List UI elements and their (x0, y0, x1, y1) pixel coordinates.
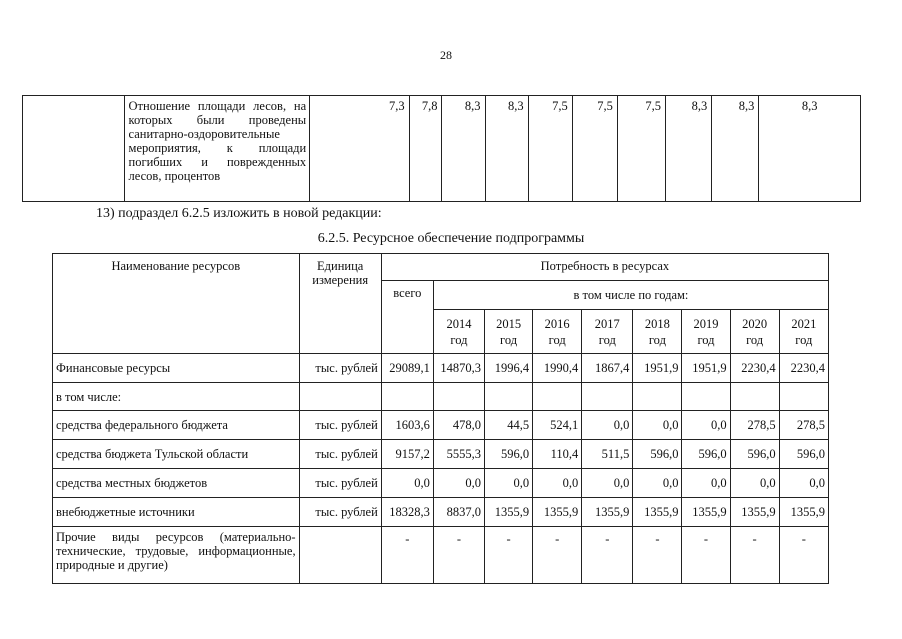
cell-value: 1990,4 (533, 354, 582, 383)
header-unit: Единица измерения (299, 254, 381, 354)
cell-value (730, 383, 779, 411)
header-row (53, 254, 829, 281)
cell-value: 1355,9 (633, 498, 682, 527)
indicator-row (23, 96, 861, 202)
header-name: Наименование ресурсов (53, 254, 300, 354)
cell-value: 0,0 (682, 411, 730, 440)
cell-value: 596,0 (633, 440, 682, 469)
indicator-value: 7,3 (310, 96, 409, 202)
indicator-value: 8,3 (485, 96, 528, 202)
indicator-value: 8,3 (759, 96, 861, 202)
page-number: 28 (440, 48, 452, 62)
table-row (53, 527, 829, 584)
row-unit: тыс. рублей (299, 440, 381, 469)
cell-value: - (682, 527, 730, 584)
resource-table (52, 253, 829, 584)
cell-total: 1603,6 (381, 411, 433, 440)
cell-value: 596,0 (779, 440, 828, 469)
cell-value: - (582, 527, 633, 584)
cell-value (533, 383, 582, 411)
cell-value: 1867,4 (582, 354, 633, 383)
table-row (53, 498, 829, 527)
header-total: всего (381, 281, 433, 354)
year-header: 2018 год (633, 310, 682, 354)
cell-value: 0,0 (633, 469, 682, 498)
row-name: внебюджетные источники (53, 498, 300, 527)
cell-value: 524,1 (533, 411, 582, 440)
cell-value: 596,0 (682, 440, 730, 469)
cell-value (582, 383, 633, 411)
row-unit: тыс. рублей (299, 498, 381, 527)
cell-value (485, 383, 533, 411)
row-unit (299, 383, 381, 411)
cell-value: 0,0 (433, 469, 484, 498)
cell-value: - (533, 527, 582, 584)
row-unit (299, 527, 381, 584)
cell-value: - (485, 527, 533, 584)
cell-value: 0,0 (633, 411, 682, 440)
header-by-year: в том числе по годам: (433, 281, 828, 310)
table-row (53, 440, 829, 469)
cell-value: 110,4 (533, 440, 582, 469)
cell-value (682, 383, 730, 411)
year-header: 2014 год (433, 310, 484, 354)
row-name: в том числе: (53, 383, 300, 411)
indicator-value: 8,3 (712, 96, 759, 202)
year-header: 2020 год (730, 310, 779, 354)
instruction-text: 13) подраздел 6.2.5 изложить в новой редакции: (96, 206, 382, 221)
cell-value: 1951,9 (633, 354, 682, 383)
cell-value: 1951,9 (682, 354, 730, 383)
year-header: 2015 год (485, 310, 533, 354)
table-row (53, 354, 829, 383)
row-unit: тыс. рублей (299, 354, 381, 383)
indicator-table-fragment (22, 95, 861, 202)
cell-value: 278,5 (779, 411, 828, 440)
indicator-name: Отношение площади лесов, на которых были проведены санитарно-оздоровительные мероприятия, к площади погибших и поврежденных лесов, процентов (124, 96, 310, 202)
section-title: 6.2.5. Ресурсное обеспечение подпрограммы (317, 231, 585, 246)
indicator-value: 7,8 (409, 96, 442, 202)
row-name: Финансовые ресурсы (53, 354, 300, 383)
table-row (53, 383, 829, 411)
cell-value: 1355,9 (779, 498, 828, 527)
row-name: Прочие виды ресурсов (материально-технические, трудовые, информационные, природные и другие) (53, 527, 300, 584)
cell-value: 14870,3 (433, 354, 484, 383)
row-name: средства бюджета Тульской области (53, 440, 300, 469)
cell-value: 1355,9 (582, 498, 633, 527)
cell-value: 1355,9 (682, 498, 730, 527)
cell-value: 44,5 (485, 411, 533, 440)
cell-value: 596,0 (485, 440, 533, 469)
cell-value: - (779, 527, 828, 584)
row-unit: тыс. рублей (299, 469, 381, 498)
year-header: 2019 год (682, 310, 730, 354)
cell-total: 18328,3 (381, 498, 433, 527)
cell-value: 1355,9 (485, 498, 533, 527)
row-unit: тыс. рублей (299, 411, 381, 440)
row-name: средства местных бюджетов (53, 469, 300, 498)
row-name: средства федерального бюджета (53, 411, 300, 440)
cell-total (381, 383, 433, 411)
cell-total: 9157,2 (381, 440, 433, 469)
empty-cell (23, 96, 125, 202)
header-need: Потребность в ресурсах (381, 254, 828, 281)
cell-value: 0,0 (779, 469, 828, 498)
cell-value: 0,0 (582, 411, 633, 440)
cell-total: 0,0 (381, 469, 433, 498)
indicator-value: 7,5 (528, 96, 572, 202)
cell-value: 478,0 (433, 411, 484, 440)
cell-value: 0,0 (533, 469, 582, 498)
cell-value: 278,5 (730, 411, 779, 440)
indicator-value: 7,5 (572, 96, 617, 202)
year-header: 2016 год (533, 310, 582, 354)
cell-value (633, 383, 682, 411)
cell-value: 1996,4 (485, 354, 533, 383)
cell-value: 1355,9 (730, 498, 779, 527)
cell-total: 29089,1 (381, 354, 433, 383)
indicator-value: 8,3 (666, 96, 712, 202)
table-row (53, 411, 829, 440)
cell-value: 5555,3 (433, 440, 484, 469)
cell-value: - (730, 527, 779, 584)
cell-value: 511,5 (582, 440, 633, 469)
indicator-value: 8,3 (442, 96, 485, 202)
cell-value: 1355,9 (533, 498, 582, 527)
cell-value: 0,0 (582, 469, 633, 498)
cell-value: 2230,4 (779, 354, 828, 383)
cell-total: - (381, 527, 433, 584)
indicator-value: 7,5 (617, 96, 665, 202)
cell-value: 0,0 (730, 469, 779, 498)
cell-value: 596,0 (730, 440, 779, 469)
cell-value: 0,0 (682, 469, 730, 498)
year-header: 2021 год (779, 310, 828, 354)
cell-value (433, 383, 484, 411)
cell-value: 8837,0 (433, 498, 484, 527)
cell-value: - (633, 527, 682, 584)
table-row (53, 469, 829, 498)
cell-value (779, 383, 828, 411)
cell-value: 2230,4 (730, 354, 779, 383)
cell-value: - (433, 527, 484, 584)
cell-value: 0,0 (485, 469, 533, 498)
year-header: 2017 год (582, 310, 633, 354)
